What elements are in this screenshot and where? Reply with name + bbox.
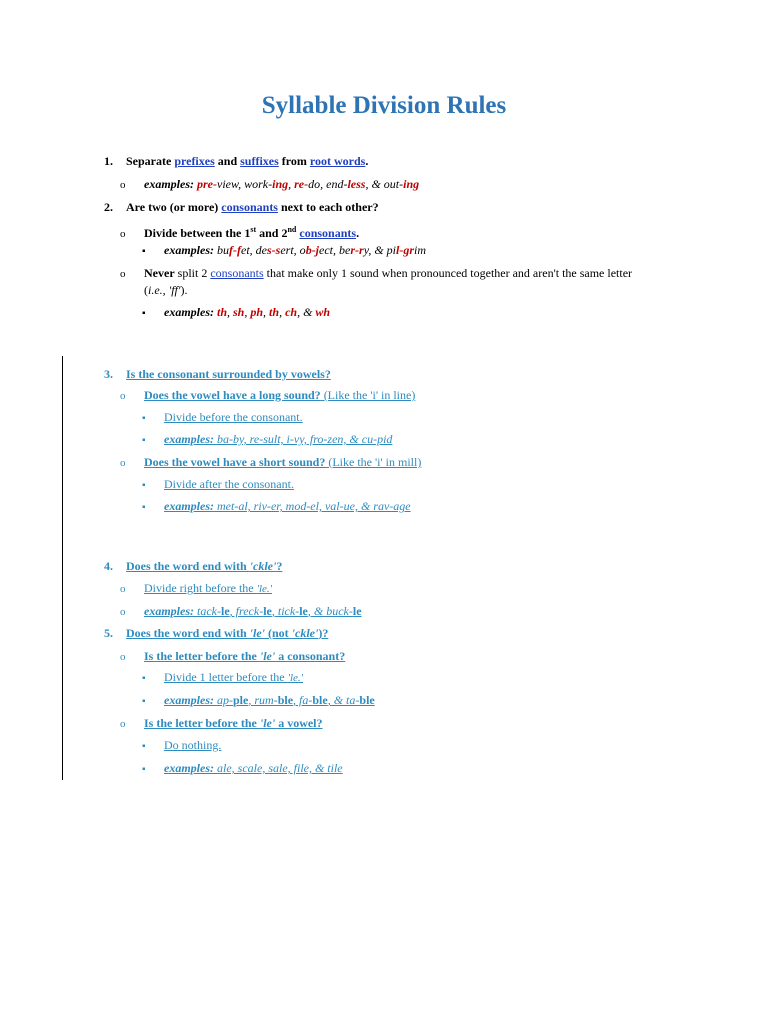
example-segment: , <box>263 305 270 319</box>
rule-2-examples-2: ▪ examples: th, sh, ph, th, ch, & wh <box>142 305 331 319</box>
rule-2-never: o Never split 2 consonants that make only 1 sound when pronounced together and aren't the same letter <box>120 266 633 280</box>
example-segment: tack- <box>194 604 221 618</box>
example-segment: ble <box>312 693 328 707</box>
example-segment: le <box>299 604 308 618</box>
rule-2-never-cont: (i.e., 'ff'). <box>144 283 188 297</box>
example-segment: , <box>227 305 234 319</box>
prefixes-link[interactable]: prefixes <box>174 154 215 168</box>
example-segment: le <box>263 604 272 618</box>
example-segment: ing <box>272 177 289 191</box>
rule-3-short-examples: ▪ examples: met-al, riv-er, mod-el, val-ue, & rav-age <box>142 499 411 513</box>
rule-2: 2. Are two (or more) consonants next to each other? <box>104 200 379 214</box>
rule-5-vowel-answer: ▪ Do nothing. <box>142 738 222 752</box>
rule-1: 1. Separate prefixes and suffixes from root words. <box>104 154 369 168</box>
revision-bar <box>62 356 63 780</box>
example-segment: view, work- <box>217 177 273 191</box>
rule-5-example-text <box>214 693 375 707</box>
example-segment: l-gr <box>396 243 415 257</box>
rule-5: 5. Does the word end with 'le' (not 'ckle')? <box>104 626 329 640</box>
root-words-link[interactable]: root words <box>309 154 366 168</box>
example-segment: ch <box>285 305 298 319</box>
example-segment: , & <box>297 305 316 319</box>
rule-4-answer: o Divide right before the 'le.' <box>120 581 273 595</box>
example-segment: ap- <box>214 693 233 707</box>
example-segment: bu <box>214 243 229 257</box>
example-segment: le <box>220 604 230 618</box>
example-segment: , tick- <box>271 604 300 618</box>
example-segment: le <box>352 604 362 618</box>
example-segment: ect, be <box>319 243 351 257</box>
rule-2-divide-between: o Divide between the 1st and 2nd consonants. <box>120 225 360 240</box>
example-segment: , <box>288 177 295 191</box>
rule-3-short: o Does the vowel have a short sound? (Like the 'i' in mill) <box>120 455 422 469</box>
example-segment: f-f <box>229 243 241 257</box>
example-segment: ple <box>233 693 249 707</box>
rule-3-long-answer: ▪ Divide before the consonant. <box>142 410 303 424</box>
page-title: Syllable Division Rules <box>261 92 507 119</box>
suffixes-link[interactable]: suffixes <box>240 154 279 168</box>
consonants-link-2[interactable]: consonants <box>299 226 357 240</box>
rule-4: 4. Does the word end with 'ckle'? <box>104 559 283 573</box>
consonants-link[interactable]: consonants <box>221 200 278 214</box>
example-segment: th <box>269 305 280 319</box>
example-segment: s-s <box>267 243 281 257</box>
consonants-link-3[interactable]: consonants <box>210 266 264 280</box>
rule-5-vowel: o Is the letter before the 'le' a vowel? <box>120 716 323 730</box>
rule-2-example-text-2 <box>214 305 330 319</box>
example-segment: , fa- <box>293 693 313 707</box>
rule-5-consonant-examples: ▪ examples: ap-ple, rum-ble, fa-ble, & ta-ble <box>142 693 375 707</box>
rule-4-example-text <box>194 604 362 618</box>
example-segment: wh <box>315 305 331 319</box>
example-segment: , <box>279 305 286 319</box>
rule-5-vowel-examples: ▪ examples: ale, scale, sale, file, & tile <box>142 761 343 775</box>
rule-3: 3. Is the consonant surrounded by vowels? <box>104 367 331 381</box>
example-segment: less <box>347 177 366 191</box>
rule-2-examples-1: ▪ examples: buf-fet, des-sert, ob-ject, ber-ry, & pil-grim <box>142 243 427 257</box>
example-segment: th <box>214 305 228 319</box>
example-segment: do, end- <box>308 177 348 191</box>
example-segment: , rum- <box>248 693 278 707</box>
rule-3-long-examples: ▪ examples: ba-by, re-sult, i-vy, fro-zen, & cu-pid <box>142 432 393 446</box>
rule-3-short-answer: ▪ Divide after the consonant. <box>142 477 294 491</box>
example-segment: et, de <box>241 243 267 257</box>
rule-1-examples: o examples: pre-view, work-ing, re-do, end-less, & out-ing <box>120 177 420 191</box>
rule-2-example-text-1 <box>214 243 426 257</box>
example-segment: ert, o <box>280 243 306 257</box>
example-segment: r-r <box>350 243 364 257</box>
example-segment: , & ta- <box>327 693 360 707</box>
example-segment: re- <box>294 177 309 191</box>
example-segment: ph <box>250 305 264 319</box>
example-segment: , <box>244 305 251 319</box>
rule-4-examples: o examples: tack-le, freck-le, tick-le, & buck-le <box>120 604 362 618</box>
rule-1-example-text <box>194 177 419 191</box>
example-segment: y, & pi <box>363 243 397 257</box>
example-segment: sh <box>233 305 245 319</box>
example-segment: b-j <box>305 243 320 257</box>
example-segment: im <box>414 243 427 257</box>
example-segment: pre- <box>197 177 217 191</box>
rule-3-long: o Does the vowel have a long sound? (Like the 'i' in line) <box>120 388 416 402</box>
rule-5-consonant-answer: ▪ Divide 1 letter before the 'le.' <box>142 670 304 684</box>
example-segment: , freck- <box>229 604 264 618</box>
example-segment: , & out- <box>365 177 404 191</box>
example-segment: ble <box>277 693 294 707</box>
example-segment: , & buck- <box>307 604 353 618</box>
rule-5-consonant: o Is the letter before the 'le' a consonant? <box>120 649 346 663</box>
example-segment: ble <box>359 693 375 707</box>
example-segment: ing <box>403 177 420 191</box>
